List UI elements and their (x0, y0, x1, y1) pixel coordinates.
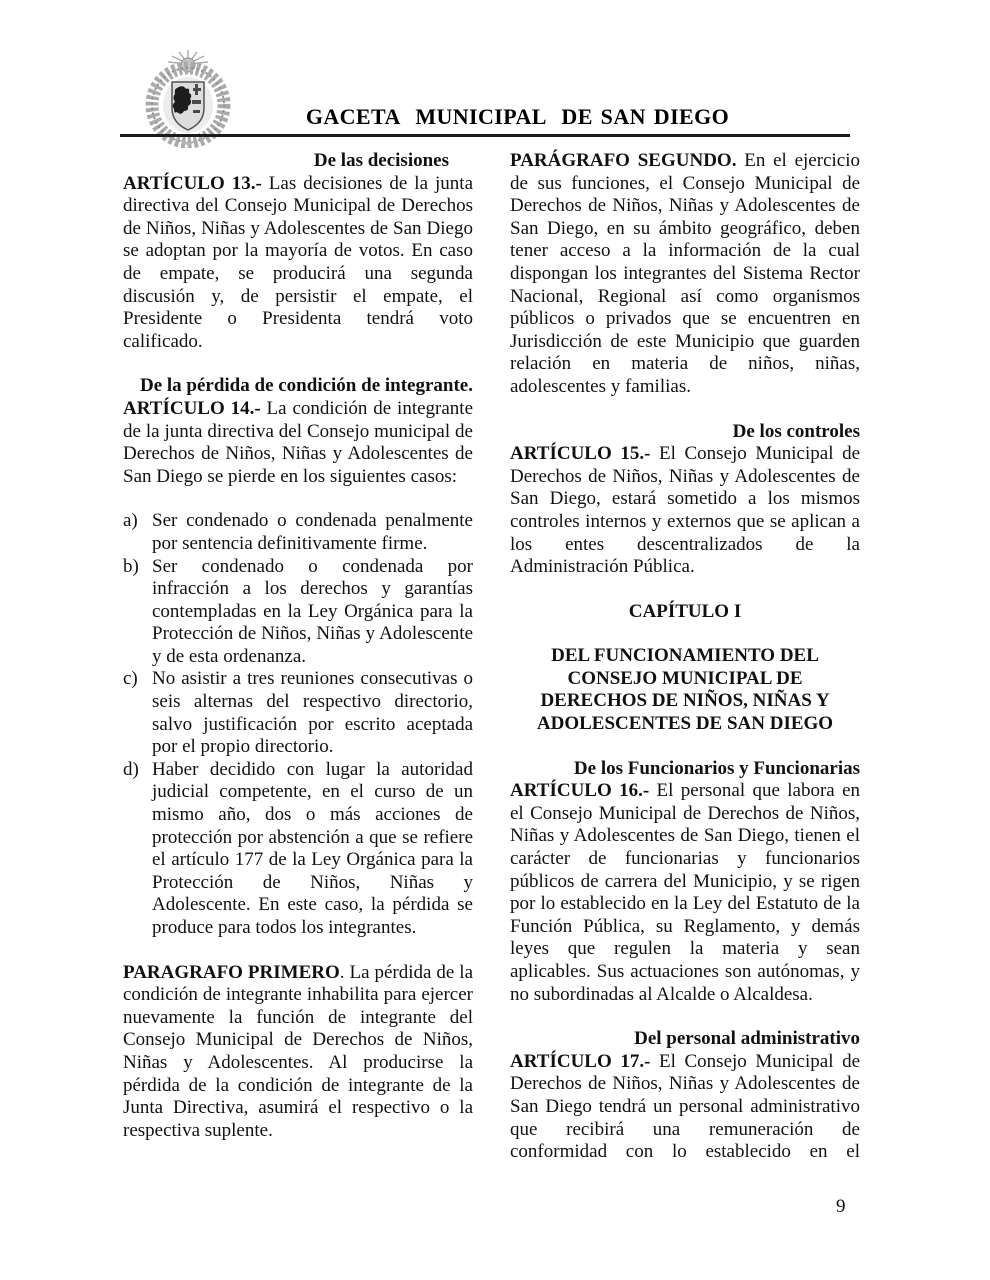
list-item-marker: c) (123, 668, 138, 690)
article-16-label: ARTÍCULO 16.- (510, 780, 650, 802)
chapter-title-line: CONSEJO MUNICIPAL DE (567, 667, 803, 689)
article-14-case-list (123, 510, 473, 939)
chapter-title-line: ADOLESCENTES DE SAN DIEGO (536, 713, 834, 735)
article-13-paragraph (123, 173, 473, 354)
chapter-heading: CAPÍTULO I (628, 600, 742, 622)
list-item-marker: d) (123, 758, 139, 780)
section-heading-perdida-condicion: De la pérdida de condición de integrante. (139, 375, 473, 397)
article-13-label: ARTÍCULO 13.- (123, 172, 262, 194)
list-item-text: Ser condenado o condenada por infracción a los derechos y garantías contempladas en la Ley Orgánica para la Protección de Niños, Niñas y Adolescente y de esta ordenanza. (152, 555, 473, 667)
list-item (123, 668, 473, 758)
list-item (123, 759, 473, 940)
header-rule (120, 134, 850, 137)
list-item-text: No asistir a tres reuniones consecutivas o seis alternas del respectivo directorio, salvo justificación por escrito aceptada por el propio directorio. (152, 668, 473, 758)
article-16-text: El personal que labora en el Consejo Municipal de Derechos de Niños, Niñas y Adolescentes de San Diego, tienen el carácter de funcionarias y funcionarios públicos de carrera del Municipio, y se rigen por lo establecido en la Ley del Estatuto de la Función Pública, su Reglamento, y demás leyes que regulen la materia y sean aplicables. Sus actuaciones son autónomas, y no subordinadas al Alcalde o Alcaldesa. (510, 780, 861, 1005)
paragrafo-segundo-text: En el ejercicio de sus funciones, el Consejo Municipal de Derechos de Niños, Niñas y Adolescentes de San Diego, en su ámbito geográfico, deben tener acceso a la información de la cual dispongan los integrantes del Sistema Rector Nacional, Regional así como organismos públicos o privados que se encuentren en Jurisdicción de este Municipio que guarden relación en materia de niños, niñas, adolescentes y familias. (510, 150, 860, 397)
article-17-paragraph (510, 1051, 860, 1164)
section-heading-decisiones: De las decisiones (313, 150, 449, 171)
section-heading-controles: De los controles (732, 420, 860, 442)
list-item-text: Haber decidido con lugar la autoridad judicial competente, en el curso de un mismo año, dos o más acciones de protección por abstención a que se refiere el artículo 177 de la Ley Orgánica para la Protección de Niños, Niñas y Adolescente. En este caso, la pérdida se produce para todos los integrantes. (152, 758, 473, 938)
document-body (123, 150, 860, 1164)
article-14-text: La condición de integrante de la junta directiva del Consejo municipal de Derechos de Niños, Niñas y Adolescentes de San Diego se pierde en los siguientes casos: (123, 397, 474, 487)
article-16-paragraph (510, 780, 860, 1006)
article-17-text: El Consejo Municipal de Derechos de Niños, Niñas y Adolescentes de San Diego tendrá un personal administrativo que recibirá una remuneración de conformidad con lo establecido en el (510, 1050, 861, 1163)
list-item-marker: b) (123, 555, 139, 577)
article-14-paragraph (123, 398, 473, 488)
page-number: 9 (836, 1196, 846, 1217)
article-15-text: El Consejo Municipal de Derechos de Niños, Niñas y Adolescentes de San Diego, estará sometido a los mismos controles internos y externos que se aplican a los entes descentralizados de la Administración Pública. (510, 443, 861, 578)
gazette-title: GACETA MUNICIPAL DE SAN DIEGO (305, 104, 730, 129)
chapter-title-block (510, 645, 860, 735)
section-heading-personal-administrativo: Del personal administrativo (634, 1028, 860, 1050)
list-item-text: Ser condenado o condenada penalmente por sentencia definitivamente firme. (152, 510, 473, 554)
paragrafo-primero-paragraph (123, 962, 473, 1143)
article-17-label: ARTÍCULO 17.- (510, 1050, 651, 1072)
section-heading-funcionarios: De los Funcionarios y Funcionarias (573, 757, 860, 779)
list-item-marker: a) (123, 510, 138, 532)
article-13-text: Las decisiones de la junta directiva del Consejo Municipal de Derechos de Niños, Niñas y Adolescentes de San Diego se adoptan por la mayoría de votos. En caso de empate, se producirá una segunda discusión y, de persistir el empate, el Presidente o Presidenta tendrá voto calificado. (123, 172, 474, 352)
list-item (123, 510, 473, 555)
article-15-label: ARTÍCULO 15.- (510, 443, 651, 465)
article-15-paragraph (510, 443, 860, 579)
chapter-title-line: DEL FUNCIONAMIENTO DEL (551, 645, 819, 667)
paragrafo-primero-label: PARAGRAFO PRIMERO (123, 961, 340, 983)
paragrafo-primero-text: . La pérdida de la condición de integrante inhabilita para ejercer nuevamente la función de integrante del Consejo Municipal de Derechos de Niños, Niñas y Adolescentes. Al producirse la pérdida de la condición de integrante de la Junta Directiva, asumirá el respectivo o la respectiva suplente. (123, 961, 474, 1141)
chapter-title-line: DERECHOS DE NIÑOS, NIÑAS Y (540, 690, 830, 712)
right-column (510, 150, 860, 1164)
article-14-label: ARTÍCULO 14.- (123, 397, 261, 419)
left-column (123, 150, 473, 1164)
paragrafo-segundo-paragraph (510, 150, 860, 399)
list-item (123, 556, 473, 669)
paragrafo-segundo-label: PARÁGRAFO SEGUNDO. (510, 150, 737, 171)
